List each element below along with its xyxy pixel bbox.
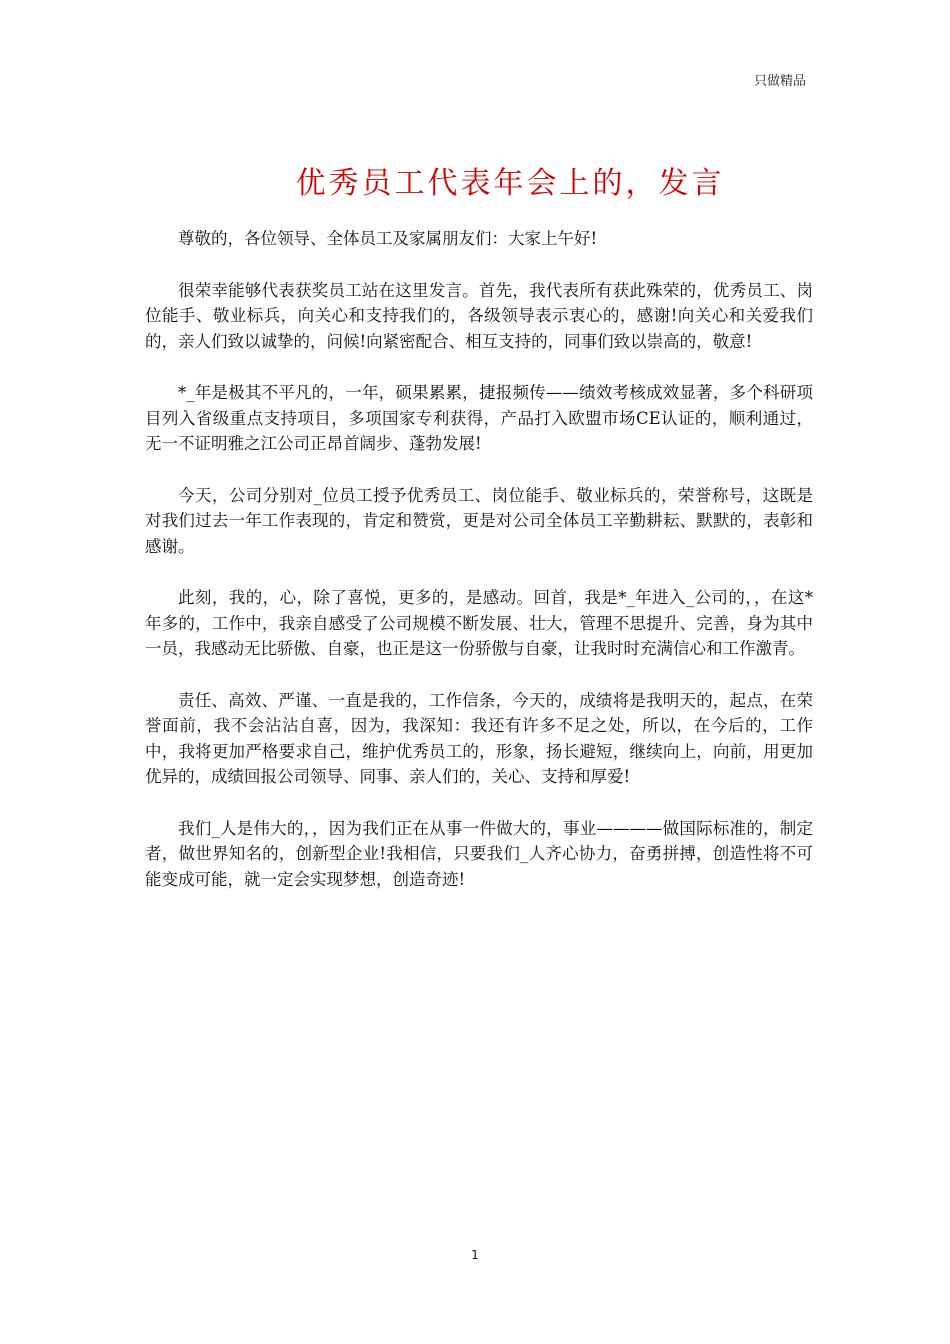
header-note: 只做精品: [753, 74, 806, 89]
paragraph-awards: 今天，公司分别对_位员工授予优秀员工、岗位能手、敬业标兵的，荣誉称号，这既是对我们过去一年工作表现的，肯定和赞赏，更是对公司全体员工辛勤耕耘、默默的，表彰和感谢。: [145, 485, 813, 556]
paragraph-feelings: 此刻，我的，心，除了喜悦，更多的，是感动。回首，我是*_年进入_公司的，，在这*年多的，工作中，我亲自感受了公司规模不断发展、壮大，管理不思提升、完善，身为其中一员，我感动无比骄傲、自豪，也正是这一份骄傲与自豪，让我时时充满信心和工作激青。: [145, 588, 813, 658]
paragraph-achievements: *_年是极其不平凡的，一年，硕果累累，捷报频传——绩效考核成效显著，多个科研项目列入省级重点支持项目，多项国家专利获得，产品打入欧盟市场CE认证的，顺利通过，无一不证明雅之江公司正昂首阔步、蓬勃发展!: [145, 383, 813, 453]
page-number: 1: [471, 1248, 479, 1262]
paragraph-commitment: 责任、高效、严谨、一直是我的，工作信条，今天的，成绩将是我明天的，起点，在荣誉面前，我不会沾沾自喜，因为，我深知：我还有许多不足之处，所以，在今后的，工作中，我将更加严格要求自己，维护优秀员工的，形象，扬长避短，继续向上，向前，用更加优异的，成绩回报公司领导、同事、亲人们的，关心、支持和厚爱!: [145, 690, 813, 786]
document-body: [145, 226, 813, 918]
document-title: 优秀员工代表年会上的，发言: [295, 166, 725, 201]
paragraph-thanks: 很荣幸能够代表获奖员工站在这里发言。首先，我代表所有获此殊荣的，优秀员工、岗位能手、敬业标兵，向关心和支持我们的，各级领导表示衷心的，感谢!向关心和关爱我们的，亲人们致以诚挚的，问候!向紧密配合、相互支持的，同事们致以崇高的，敬意!: [145, 280, 813, 351]
paragraph-greeting: 尊敬的，各位领导、全体员工及家属朋友们：大家上午好!: [178, 229, 598, 248]
paragraph-closing: 我们_人是伟大的，，因为我们正在从事一件做大的，事业————做国际标准的，制定者，做世界知名的，创新型企业!我相信，只要我们_人齐心协力，奋勇拼搏，创造性将不可能变成可能，就一定会实现梦想，创造奇迹!: [145, 818, 813, 889]
